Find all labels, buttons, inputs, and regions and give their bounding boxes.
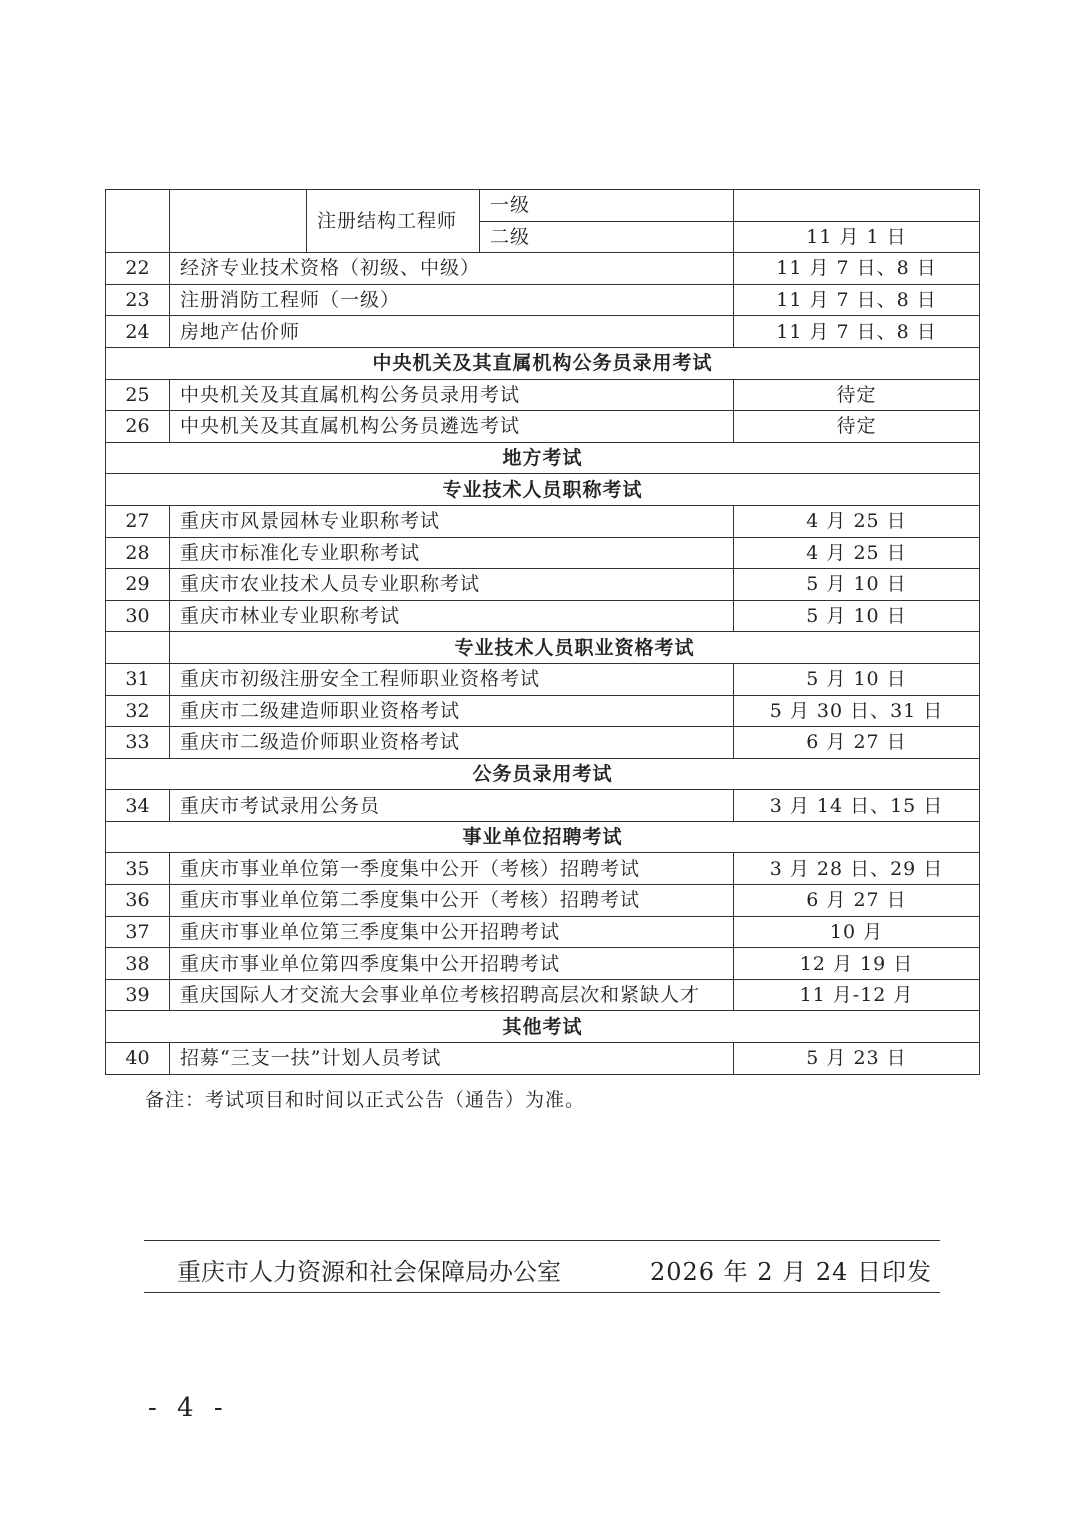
note: 备注：考试项目和时间以正式公告（通告）为准。 (145, 1089, 586, 1111)
table-row (106, 663, 980, 695)
row-number: 39 (106, 979, 170, 1011)
exam-date: 待定 (734, 411, 980, 443)
row-number: 34 (106, 790, 170, 822)
exam-date: 5 月 10 日 (734, 569, 980, 601)
exam-name: 重庆市二级造价师职业资格考试 (170, 727, 734, 759)
table-row (106, 316, 980, 348)
table-row (106, 600, 980, 632)
section-heading: 其他考试 (106, 1011, 980, 1043)
exam-date: 12 月 19 日 (734, 948, 980, 980)
exam-date: 11 月-12 月 (734, 979, 980, 1011)
exam-name: 注册消防工程师（一级） (170, 284, 734, 316)
issuing-office: 重庆市人力资源和社会保障局办公室 (177, 1258, 561, 1286)
footer-bottom-rule (144, 1292, 940, 1293)
exam-name: 重庆市事业单位第二季度集中公开（考核）招聘考试 (170, 885, 734, 917)
table-row (106, 695, 980, 727)
table-row (106, 411, 980, 443)
table-row (106, 253, 980, 285)
exam-name: 中央机关及其直属机构公务员遴选考试 (170, 411, 734, 443)
exam-name: 经济专业技术资格（初级、中级） (170, 253, 734, 285)
section-heading: 专业技术人员职业资格考试 (170, 632, 980, 664)
exam-date: 10 月 (734, 916, 980, 948)
row-number: 32 (106, 695, 170, 727)
exam-name: 重庆市标准化专业职称考试 (170, 537, 734, 569)
exam-name: 重庆市初级注册安全工程师职业资格考试 (170, 663, 734, 695)
exam-date: 4 月 25 日 (734, 505, 980, 537)
table-row (106, 885, 980, 917)
row-number: 37 (106, 916, 170, 948)
exam-name: 重庆市农业技术人员专业职称考试 (170, 569, 734, 601)
row-number: 33 (106, 727, 170, 759)
exam-name: 重庆国际人才交流大会事业单位考核招聘高层次和紧缺人才 (170, 979, 734, 1011)
section-heading-row (106, 821, 980, 853)
exam-date: 4 月 25 日 (734, 537, 980, 569)
exam-name: 房地产估价师 (170, 316, 734, 348)
section-heading-row (106, 474, 980, 506)
row-number: 27 (106, 505, 170, 537)
exam-date: 6 月 27 日 (734, 885, 980, 917)
exam-date: 5 月 10 日 (734, 600, 980, 632)
category-cell (170, 190, 307, 253)
section-heading-row (106, 758, 980, 790)
page-number: - 4 - (148, 1393, 229, 1423)
row-number: 30 (106, 600, 170, 632)
table-row (106, 379, 980, 411)
exam-name: 重庆市考试录用公务员 (170, 790, 734, 822)
table-row (106, 1043, 980, 1075)
section-heading-row (106, 1011, 980, 1043)
row-number: 24 (106, 316, 170, 348)
exam-name: 重庆市林业专业职称考试 (170, 600, 734, 632)
exam-name-cell: 注册结构工程师 (307, 190, 480, 253)
exam-name: 重庆市事业单位第一季度集中公开（考核）招聘考试 (170, 853, 734, 885)
section-heading: 专业技术人员职称考试 (106, 474, 980, 506)
exam-date: 11 月 7 日、8 日 (734, 284, 980, 316)
row-number: 22 (106, 253, 170, 285)
row-number: 35 (106, 853, 170, 885)
exam-date: 5 月 10 日 (734, 663, 980, 695)
section-heading-row (106, 347, 980, 379)
table-row (106, 979, 980, 1011)
exam-name: 重庆市事业单位第四季度集中公开招聘考试 (170, 948, 734, 980)
exam-date: 5 月 23 日 (734, 1043, 980, 1075)
date-cell (734, 190, 980, 222)
exam-name: 重庆市事业单位第三季度集中公开招聘考试 (170, 916, 734, 948)
exam-date: 11 月 7 日、8 日 (734, 316, 980, 348)
table-row (106, 790, 980, 822)
section-heading: 地方考试 (106, 442, 980, 474)
level-cell: 一级 (480, 190, 734, 222)
row-number: 29 (106, 569, 170, 601)
date-cell: 11 月 1 日 (734, 221, 980, 253)
row-number: 40 (106, 1043, 170, 1075)
table-row (106, 916, 980, 948)
row-number: 36 (106, 885, 170, 917)
exam-date: 3 月 14 日、15 日 (734, 790, 980, 822)
table-row (106, 505, 980, 537)
exam-date: 3 月 28 日、29 日 (734, 853, 980, 885)
table-row (106, 948, 980, 980)
table-row (106, 190, 980, 222)
heading-blank-cell (106, 632, 170, 664)
section-heading: 事业单位招聘考试 (106, 821, 980, 853)
row-number: 25 (106, 379, 170, 411)
level-cell: 二级 (480, 221, 734, 253)
exam-schedule-table (105, 189, 980, 1075)
row-number-cell (106, 190, 170, 253)
table-row (106, 284, 980, 316)
table-row (106, 727, 980, 759)
table-row (106, 569, 980, 601)
table-row (106, 537, 980, 569)
exam-date: 11 月 7 日、8 日 (734, 253, 980, 285)
exam-date: 6 月 27 日 (734, 727, 980, 759)
exam-name: 招募“三支一扶”计划人员考试 (170, 1043, 734, 1075)
exam-date: 待定 (734, 379, 980, 411)
section-heading-row (106, 442, 980, 474)
table-row (106, 853, 980, 885)
row-number: 38 (106, 948, 170, 980)
exam-date: 5 月 30 日、31 日 (734, 695, 980, 727)
section-heading: 公务员录用考试 (106, 758, 980, 790)
row-number: 28 (106, 537, 170, 569)
exam-name: 中央机关及其直属机构公务员录用考试 (170, 379, 734, 411)
row-number: 31 (106, 663, 170, 695)
footer-top-rule (144, 1240, 940, 1241)
section-heading: 中央机关及其直属机构公务员录用考试 (106, 347, 980, 379)
exam-name: 重庆市风景园林专业职称考试 (170, 505, 734, 537)
row-number: 26 (106, 411, 170, 443)
section-heading-row (106, 632, 980, 664)
exam-name: 重庆市二级建造师职业资格考试 (170, 695, 734, 727)
issue-date: 2026 年 2 月 24 日印发 (649, 1258, 932, 1286)
row-number: 23 (106, 284, 170, 316)
